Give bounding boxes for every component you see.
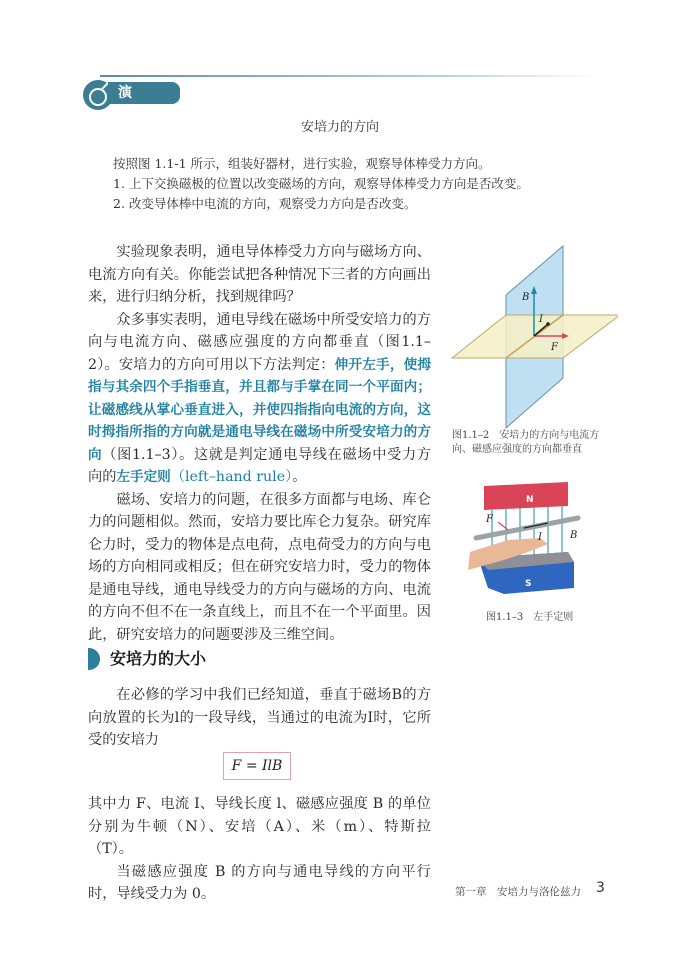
paragraph: 在必修的学习中我们已经知道，垂直于磁场B的方向放置的长为l的一段导线，当通过的电流为I时，它所受的安培力 [88,687,431,748]
chapter-footer: 第一章 安培力与洛伦兹力 [455,886,581,898]
section-text-2 [88,793,431,906]
figure-perpendicular-planes [448,240,618,440]
paragraph [88,309,431,489]
paragraph: 当磁感应强度 B 的方向与通电导线的方向平行时，导线受力为 0。 [88,863,431,902]
demo-title: 安培力的方向 [300,120,379,135]
demo-step: 1. 上下交换磁极的位置以改变磁场的方向，观察导体棒受力方向是否改变。 [113,176,529,191]
demo-step: 2. 改变导体棒中电流的方向，观察受力方向是否改变。 [113,196,417,211]
paragraph-text: 众多事实表明，通电导线在磁场中所受安培力的方向与电流方向、磁感应强度的方向都垂直（图1.1–2）。安培力的方向可用以下方法判定： [88,311,431,373]
label-S: S [525,579,532,589]
page-number: 3 [596,880,605,896]
demo-banner-label: 演 示 [108,82,180,104]
paragraph: 其中力 F、电流 I、导线长度 l、磁感应强度 B 的单位分别为牛顿（N）、安培（A）、米（m）、特斯拉（T）。 [88,796,431,857]
paragraph: 实验现象表明，通电导体棒受力方向与磁场方向、电流方向有关。你能尝试把各种情况下三者的方向画出来，进行归纳分析，找到规律吗？ [88,244,431,305]
left-hand-rule-statement: 伸开左手，使拇指与其余四个手指垂直，并且都与手掌在同一个平面内；让磁感线从掌心垂直进入，并使四指指向电流的方向，这时拇指所指的方向就是通电导线在磁场中所受安培力的方向 [88,356,431,463]
label-I: I [538,532,542,543]
formula-box: F = IlB [223,752,291,780]
banner-rule [100,75,600,77]
label-N: N [526,495,534,505]
label-B: B [570,530,578,541]
left-hand-rule-term-en: （left–hand rule） [170,469,293,485]
label-F: F [551,342,558,353]
paragraph-text: 。 [292,469,307,485]
left-hand-rule-term: 左手定则 [116,469,171,485]
body-text [88,241,431,646]
figure-left-hand-rule [468,478,598,598]
label-I: I [539,314,543,325]
label-F: F [486,514,493,525]
figure-caption: 图1.1–3 左手定则 [486,612,574,623]
section-marker-icon [88,648,100,670]
demo-steps [113,154,529,214]
figure-caption: 图1.1–2 安培力的方向与电流方向、磁感应强度的方向都垂直 [452,430,600,455]
paragraph: 磁场、安培力的问题，在很多方面都与电场、库仑力的问题相似。然而，安培力要比库仑力复杂。研究库仑力时，受力的物体是点电荷，点电荷受力的方向与电场的方向相同或相反；但在研究安培力时，受力的物体是通电导线，通电导线受力的方向与磁场的方向、电流的方向不但不在一条直线上，而且不在一个平面里。因此，研究安培力的问题要涉及三维空间。 [88,491,431,643]
demo-step: 按照图 1.1-1 所示，组装好器材，进行实验，观察导体棒受力方向。 [113,156,491,171]
label-B: B [522,292,530,303]
section-text [88,684,431,752]
section-title: 安培力的大小 [110,649,207,668]
paragraph-text: （图1.1–3）。这就是判定通电导线在磁场中受力方向的 [88,446,431,485]
